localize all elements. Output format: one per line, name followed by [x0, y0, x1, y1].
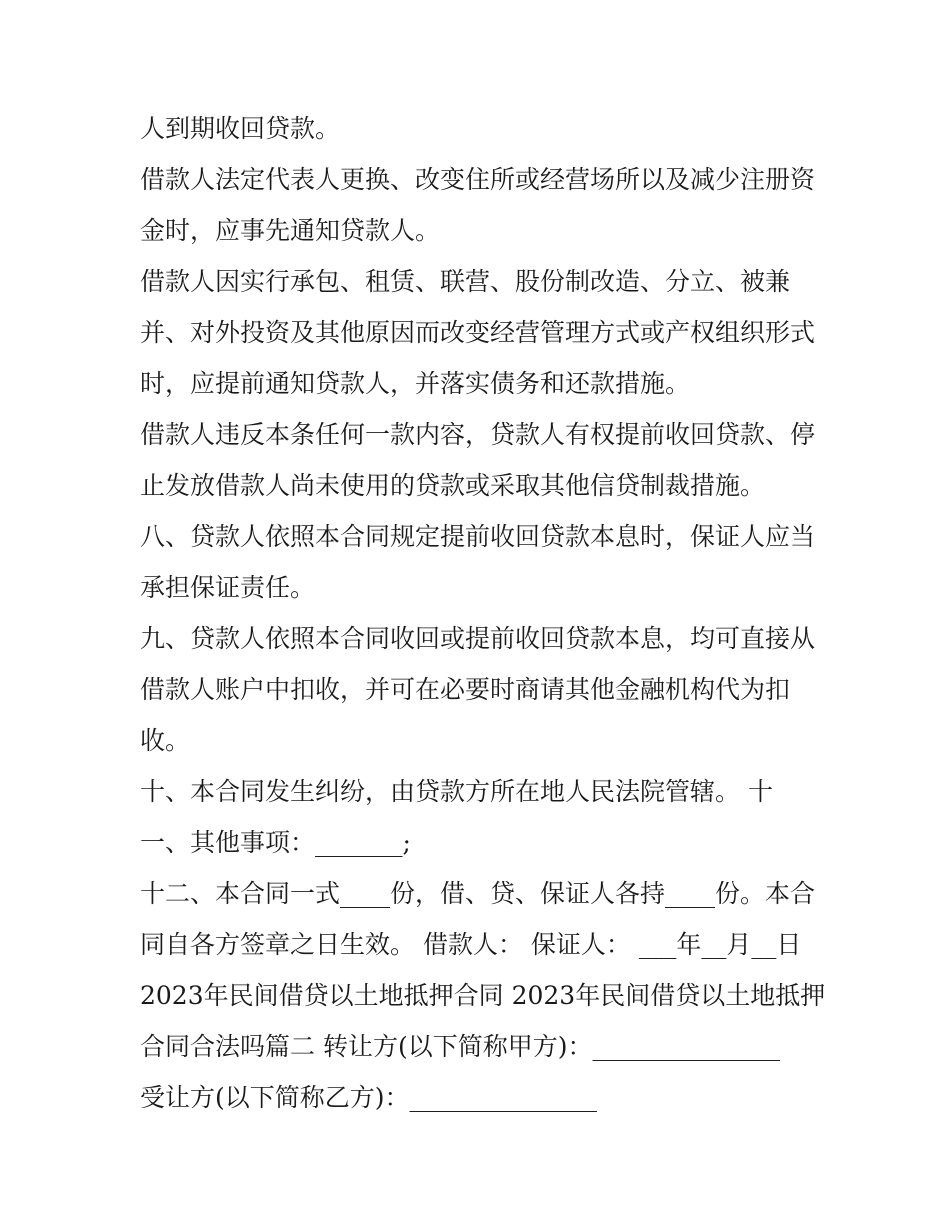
section-title-line: 2023年民间借贷以土地抵押合同 2023年民间借贷以土地抵押: [140, 981, 826, 1010]
text-line: 金时，应事先通知贷款人。: [140, 216, 441, 245]
clause-12-line: 十二、本合同一式____份，借、贷、保证人各持____份。本合: [140, 879, 816, 908]
text-line: 止发放借款人尚未使用的贷款或采取其他信贷制裁措施。: [140, 471, 766, 500]
clause-11-line: 一、其他事项：_______;: [140, 828, 411, 857]
text-line: 借款人账户中扣收，并可在必要时商请其他金融机构代为扣: [140, 675, 791, 704]
clause-10-line: 十、本合同发生纠纷，由贷款方所在地人民法院管辖。 十: [140, 777, 773, 806]
transferor-line: 合同合法吗篇二 转让方(以下简称甲方)：_______________: [140, 1032, 780, 1061]
contract-text: [140, 103, 826, 1123]
text-line: 收。: [140, 726, 191, 755]
text-line: 借款人违反本条任何一款内容，贷款人有权提前收回贷款、停: [140, 420, 816, 449]
text-line: 时，应提前通知贷款人，并落实债务和还款措施。: [140, 369, 691, 398]
transferee-line: 受让方(以下简称乙方)：_______________: [140, 1083, 598, 1112]
clause-9-line: 九、贷款人依照本合同收回或提前收回贷款本息，均可直接从: [140, 624, 816, 653]
clause-8-line: 八、贷款人依照本合同规定提前收回贷款本息时，保证人应当: [140, 522, 816, 551]
text-line: 借款人因实行承包、租赁、联营、股份制改造、分立、被兼: [140, 267, 791, 296]
text-line: 人到期收回贷款。: [140, 114, 341, 143]
signature-line: 同自各方签章之日生效。 借款人： 保证人： ___年__月__日: [140, 930, 802, 959]
text-line: 并、对外投资及其他原因而改变经营管理方式或产权组织形式: [140, 318, 816, 347]
text-line: 承担保证责任。: [140, 573, 316, 602]
text-line: 借款人法定代表人更换、改变住所或经营场所以及减少注册资: [140, 165, 816, 194]
